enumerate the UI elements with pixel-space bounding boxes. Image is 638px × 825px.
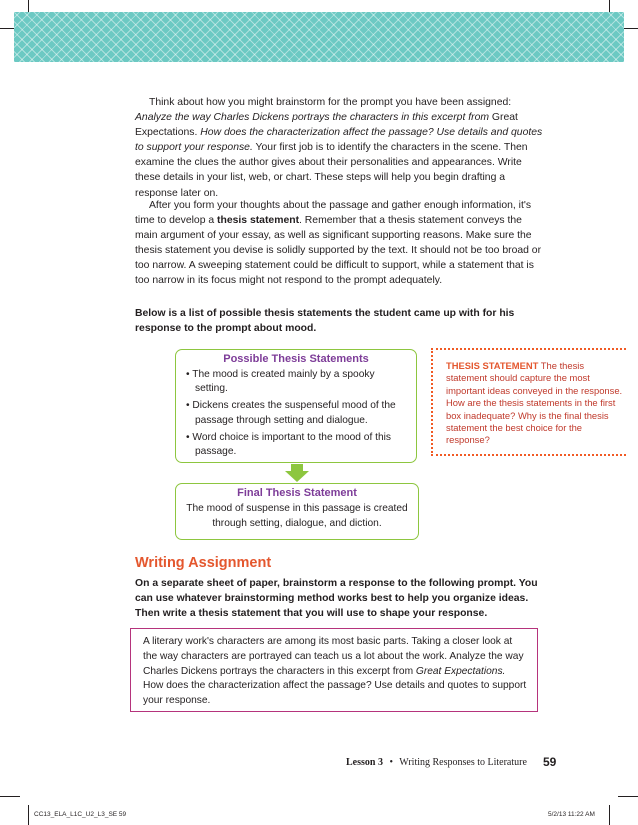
intro-italic-prompt: Analyze the way Charles Dickens portrays the characters in this excerpt from bbox=[135, 112, 490, 124]
possible-thesis-item: • Word choice is important to the mood of this passage. bbox=[186, 431, 406, 459]
possible-thesis-list bbox=[186, 368, 406, 459]
prompt-italic-title: Great Expectations. bbox=[415, 665, 506, 677]
final-thesis-title: Final Thesis Statement bbox=[237, 487, 357, 499]
assignment-instructions: On a separate sheet of paper, brainstorm a response to the following prompt. You can use whatever brainstorming method works best to help you organize ideas. Then write a thesis statement that you will use to shape your response. bbox=[135, 578, 538, 620]
prompt-box bbox=[130, 628, 538, 712]
intro-text-c: Your first job is to identify the characters in the scene. Then examine the clues the author gives about their personalities and appearances. Write these details in your list, web, or chart. These steps will help you begin drafting a response later on. bbox=[135, 142, 528, 199]
page-number: 59 bbox=[543, 755, 557, 769]
down-arrow-icon bbox=[285, 471, 309, 482]
prompt-text-a: A literary work's characters are among its most basic parts. Taking a closer look at the way characters are portrayed can teach us a lot about the work. Analyze the way Charles Dickens portrays the characters in this excerpt from bbox=[143, 636, 524, 677]
intro-text-a: Think about how you might brainstorm for the prompt you have been assigned: bbox=[149, 97, 512, 108]
footer-title: Writing Responses to Literature bbox=[399, 757, 527, 768]
slug-file: CC13_ELA_L1C_U2_L3_SE 59 bbox=[34, 811, 127, 818]
sidebar-text: The thesis statement should capture the most important ideas conveyed in the response. How are the thesis statements in the first box inadequate? Why is the final thesis statement the best choice for the response? bbox=[446, 360, 623, 446]
footer-separator: • bbox=[389, 757, 393, 768]
thesis-text-b: . Remember that a thesis statement conveys the main argument of your essay, as well as significant supporting reasons. Make sure the thesis statement you devise is solidly supported by the text. It should not be too broad or too narrow. A sweeping statement could be difficult to support, while a statement that is too narrow in its focus might not respond to the prompt adequately. bbox=[135, 215, 542, 287]
possible-thesis-item: • The mood is created mainly by a spooky setting. bbox=[186, 368, 406, 396]
prompt-text-b: How does the characterization affect the passage? Use details and quotes to support your response. bbox=[143, 680, 527, 707]
intro-italic-question: How does the characterization affect the passage? Use details and quotes to support your response. bbox=[135, 127, 543, 154]
header-pattern-band bbox=[14, 12, 624, 62]
sidebar-term: THESIS STATEMENT bbox=[446, 360, 539, 371]
final-thesis-text: The mood of suspense in this passage is created through setting, dialogue, and diction. bbox=[186, 503, 408, 529]
crop-mark-bottom-right-h bbox=[618, 796, 638, 797]
crop-mark-bottom-right-v bbox=[609, 805, 610, 825]
thesis-text-a: After you form your thoughts about the passage and gather enough information, it's time to develop a bbox=[135, 200, 532, 227]
thesis-paragraph bbox=[135, 198, 545, 289]
crop-mark-bottom-left-h bbox=[0, 796, 20, 797]
thesis-term: thesis statement bbox=[217, 215, 300, 227]
intro-paragraph bbox=[135, 95, 545, 201]
list-intro: Below is a list of possible thesis statements the student came up with for his response to the prompt about mood. bbox=[135, 308, 515, 335]
writing-assignment-heading: Writing Assignment bbox=[135, 555, 272, 571]
prompt-text bbox=[143, 635, 527, 709]
crop-mark-bottom-left-v bbox=[28, 805, 29, 825]
running-footer bbox=[346, 757, 527, 768]
possible-thesis-item: • Dickens creates the suspenseful mood of the passage through setting and dialogue. bbox=[186, 399, 406, 427]
slug-date: 5/2/13 11:22 AM bbox=[548, 811, 595, 818]
thesis-statement-sidebar bbox=[431, 348, 626, 456]
intro-text-b: Great Expectations. bbox=[135, 112, 518, 139]
possible-thesis-title: Possible Thesis Statements bbox=[223, 353, 369, 365]
footer-lesson: Lesson 3 bbox=[346, 757, 383, 768]
final-thesis-box bbox=[175, 483, 419, 540]
possible-thesis-box bbox=[175, 349, 417, 463]
